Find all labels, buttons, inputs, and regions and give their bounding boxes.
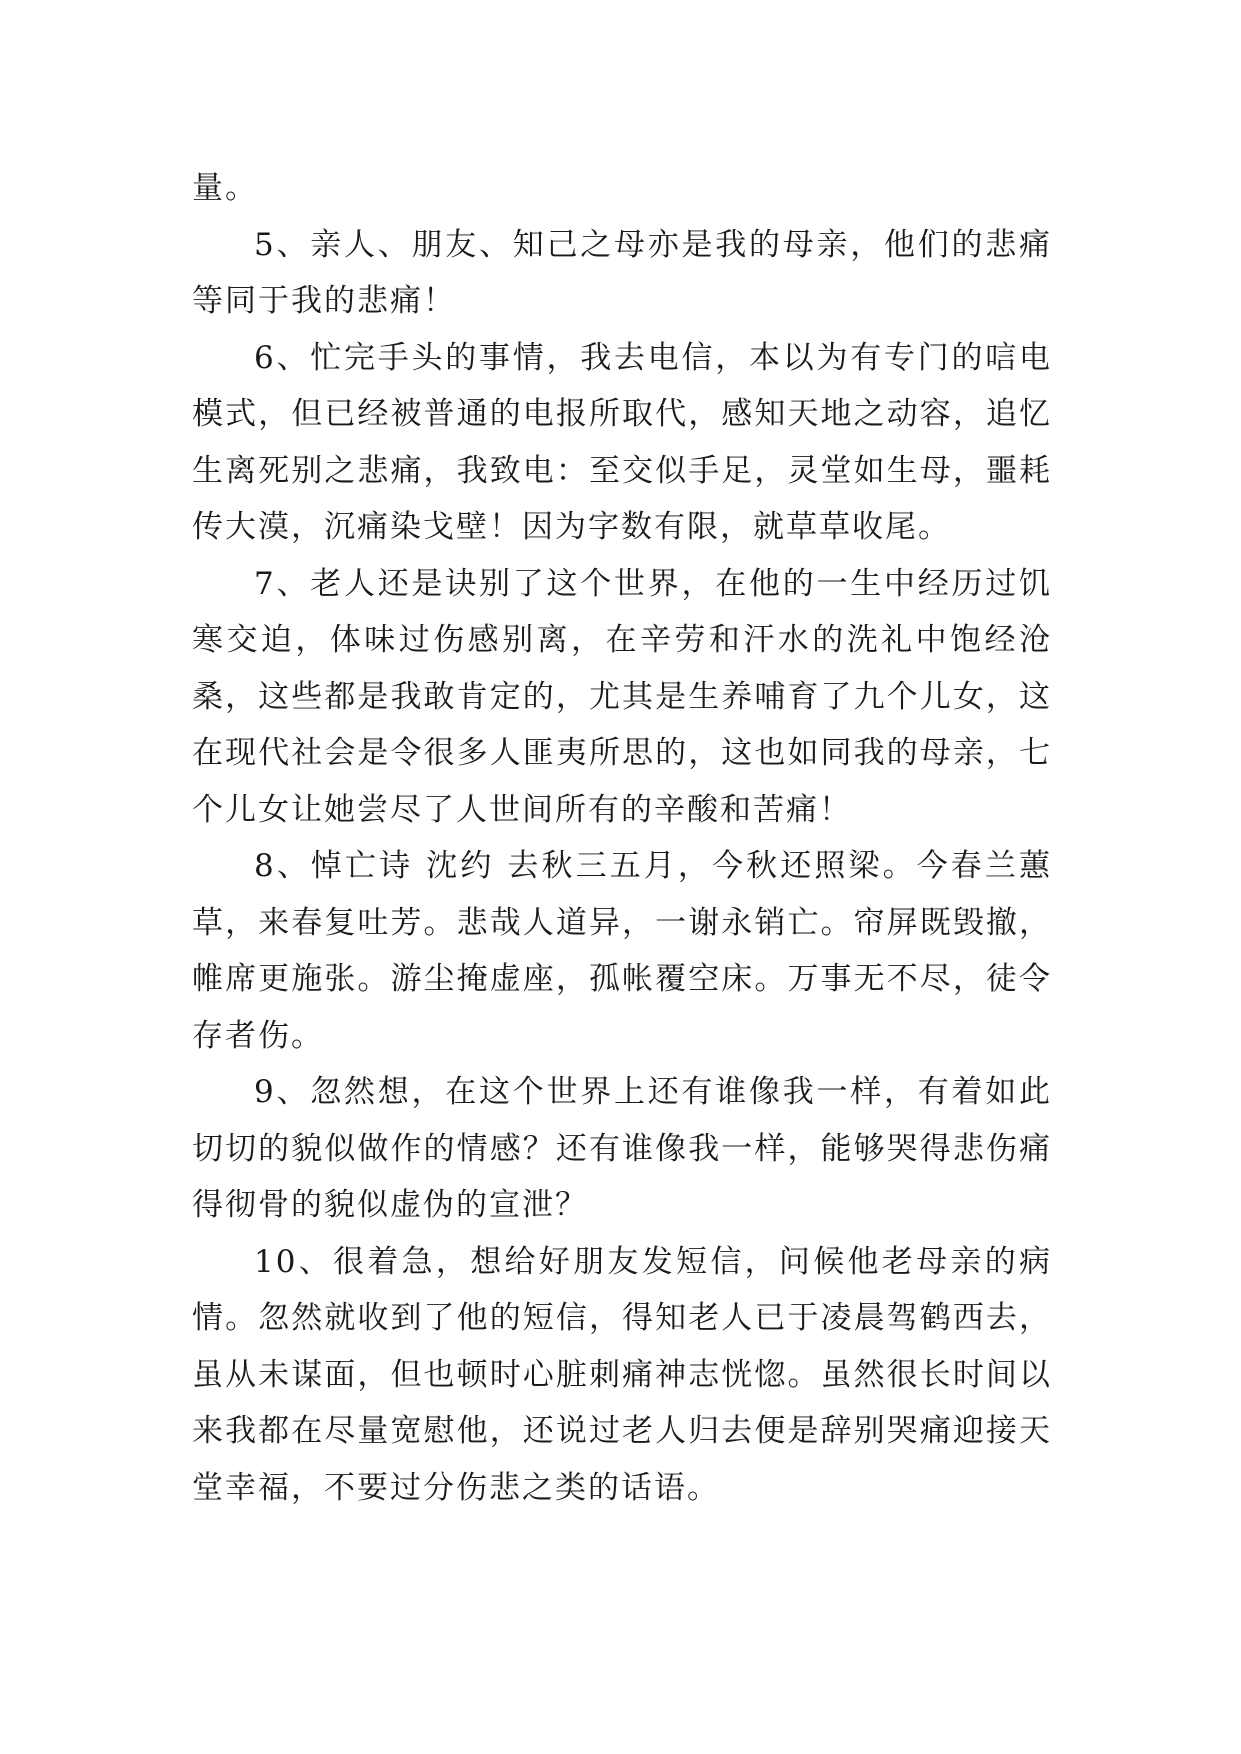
paragraph-7: 7、老人还是诀别了这个世界，在他的一生中经历过饥寒交迫，体味过伤感别离，在辛劳和汗水的洗礼中饱经沧桑，这些都是我敢肯定的，尤其是生养哺育了九个儿女，这在现代社会是令很多人匪夷所思的，这也如同我的母亲，七个儿女让她尝尽了人世间所有的辛酸和苦痛！	[192, 565, 1052, 828]
paragraph-10: 10、很着急，想给好朋友发短信，问候他老母亲的病情。忽然就收到了他的短信，得知老人已于凌晨驾鹤西去，虽从未谋面，但也顿时心脏刺痛神志恍惚。虽然很长时间以来我都在尽量宽慰他，还说过老人归去便是辞别哭痛迎接天堂幸福，不要过分伤悲之类的话语。	[192, 1243, 1052, 1506]
paragraph-6: 6、忙完手头的事情，我去电信，本以为有专门的唁电模式，但已经被普通的电报所取代，感知天地之动容，追忆生离死别之悲痛，我致电：至交似手足，灵堂如生母，噩耗传大漠，沉痛染戈壁！因为字数有限，就草草收尾。	[192, 339, 1052, 545]
paragraph-9: 9、忽然想，在这个世界上还有谁像我一样，有着如此切切的貌似做作的情感？还有谁像我一样，能够哭得悲伤痛得彻骨的貌似虚伪的宣泄？	[192, 1074, 1052, 1223]
document-page	[192, 160, 1052, 1516]
paragraph-5: 5、亲人、朋友、知己之母亦是我的母亲，他们的悲痛等同于我的悲痛！	[192, 226, 1052, 319]
paragraph-8: 8、悼亡诗 沈约 去秋三五月，今秋还照梁。今春兰蕙草，来春复吐芳。悲哉人道异，一谢永销亡。帘屏既毁撤，帷席更施张。游尘掩虚座，孤帐覆空床。万事无不尽，徒令存者伤。	[192, 848, 1052, 1054]
paragraph-continuation: 量。	[192, 170, 258, 206]
